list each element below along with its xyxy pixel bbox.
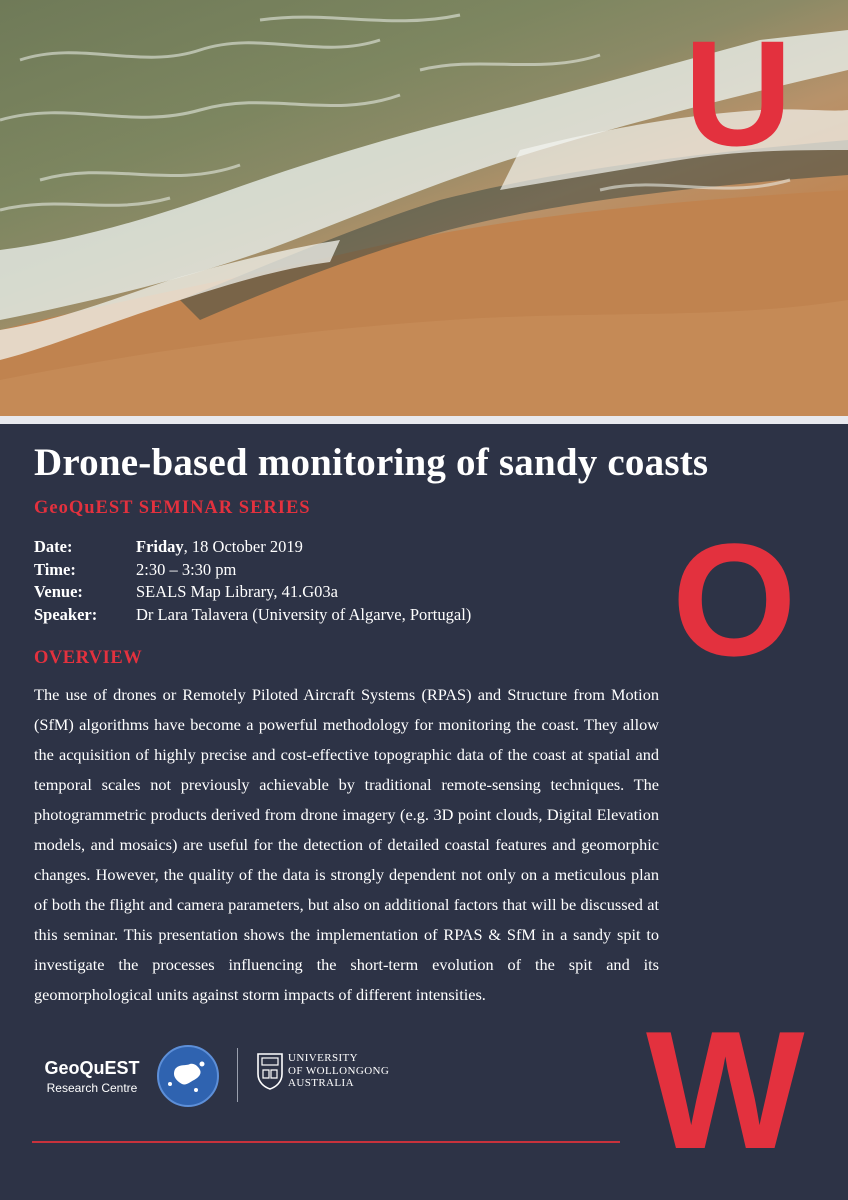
date-label: Date: bbox=[34, 537, 73, 557]
speaker-value: Dr Lara Talavera (University of Algarve, Portugal) bbox=[136, 604, 472, 624]
footer-rule bbox=[32, 1141, 620, 1143]
brand-letter-w: W bbox=[646, 996, 805, 1184]
overview-heading: OVERVIEW bbox=[34, 648, 143, 668]
brand-letter-o: O bbox=[672, 510, 797, 689]
detail-row-venue bbox=[34, 581, 471, 604]
date-value bbox=[136, 537, 303, 557]
detail-row-speaker bbox=[34, 604, 471, 627]
brand-letter-u: U bbox=[684, 9, 793, 177]
globe-icon bbox=[156, 1044, 220, 1108]
uow-line-2: OF WOLLONGONG bbox=[288, 1064, 390, 1077]
detail-row-time bbox=[34, 559, 471, 582]
date-rest: , 18 October 2019 bbox=[183, 537, 303, 557]
geoquest-sub: Research Centre bbox=[46, 1081, 138, 1095]
date-day: Friday bbox=[136, 537, 184, 557]
geoquest-name: GeoQuEST bbox=[44, 1058, 140, 1078]
uow-line-3: AUSTRALIA bbox=[288, 1077, 354, 1089]
hero-bottom-strip bbox=[0, 416, 848, 424]
logo-divider bbox=[237, 1048, 238, 1102]
uow-name bbox=[288, 1052, 389, 1090]
detail-row-date bbox=[34, 536, 471, 559]
venue-label: Venue: bbox=[34, 582, 83, 602]
speaker-label: Speaker: bbox=[34, 604, 98, 624]
time-value: 2:30 – 3:30 pm bbox=[136, 559, 237, 579]
time-label: Time: bbox=[34, 559, 76, 579]
footer-logos bbox=[34, 1040, 454, 1110]
geoquest-logo-text bbox=[34, 1058, 150, 1095]
venue-value: SEALS Map Library, 41.G03a bbox=[136, 582, 338, 602]
event-details bbox=[34, 536, 471, 626]
page-title: Drone-based monitoring of sandy coasts bbox=[34, 441, 709, 484]
uow-crest-icon bbox=[256, 1052, 284, 1090]
series-subtitle: GeoQuEST SEMINAR SERIES bbox=[34, 498, 311, 518]
overview-body: The use of drones or Remotely Piloted Aircraft Systems (RPAS) and Structure from Motion (SfM) algorithms have become a powerful methodology for monitoring the coast. They allow the acquisition of highly precise and cost-effective topographic data of the coast at spatial and temporal scales not previously achievable by traditional remote-sensing techniques. The photogrammetric products derived from drone imagery (e.g. 3D point clouds, Digital Elevation models, and mosaics) are useful for the detection of detailed coastal features and geomorphic changes. However, the quality of the data is strongly dependent not only on a meticulous plan of both the flight and camera parameters, but also on additional factors that will be discussed at this seminar. This presentation shows the implementation of RPAS & SfM in a sandy spit to investigate the processes influencing the short-term evolution of the spit and its geomorphological units against storm impacts of different intensities. bbox=[34, 685, 659, 1004]
uow-line-1: UNIVERSITY bbox=[288, 1052, 358, 1064]
